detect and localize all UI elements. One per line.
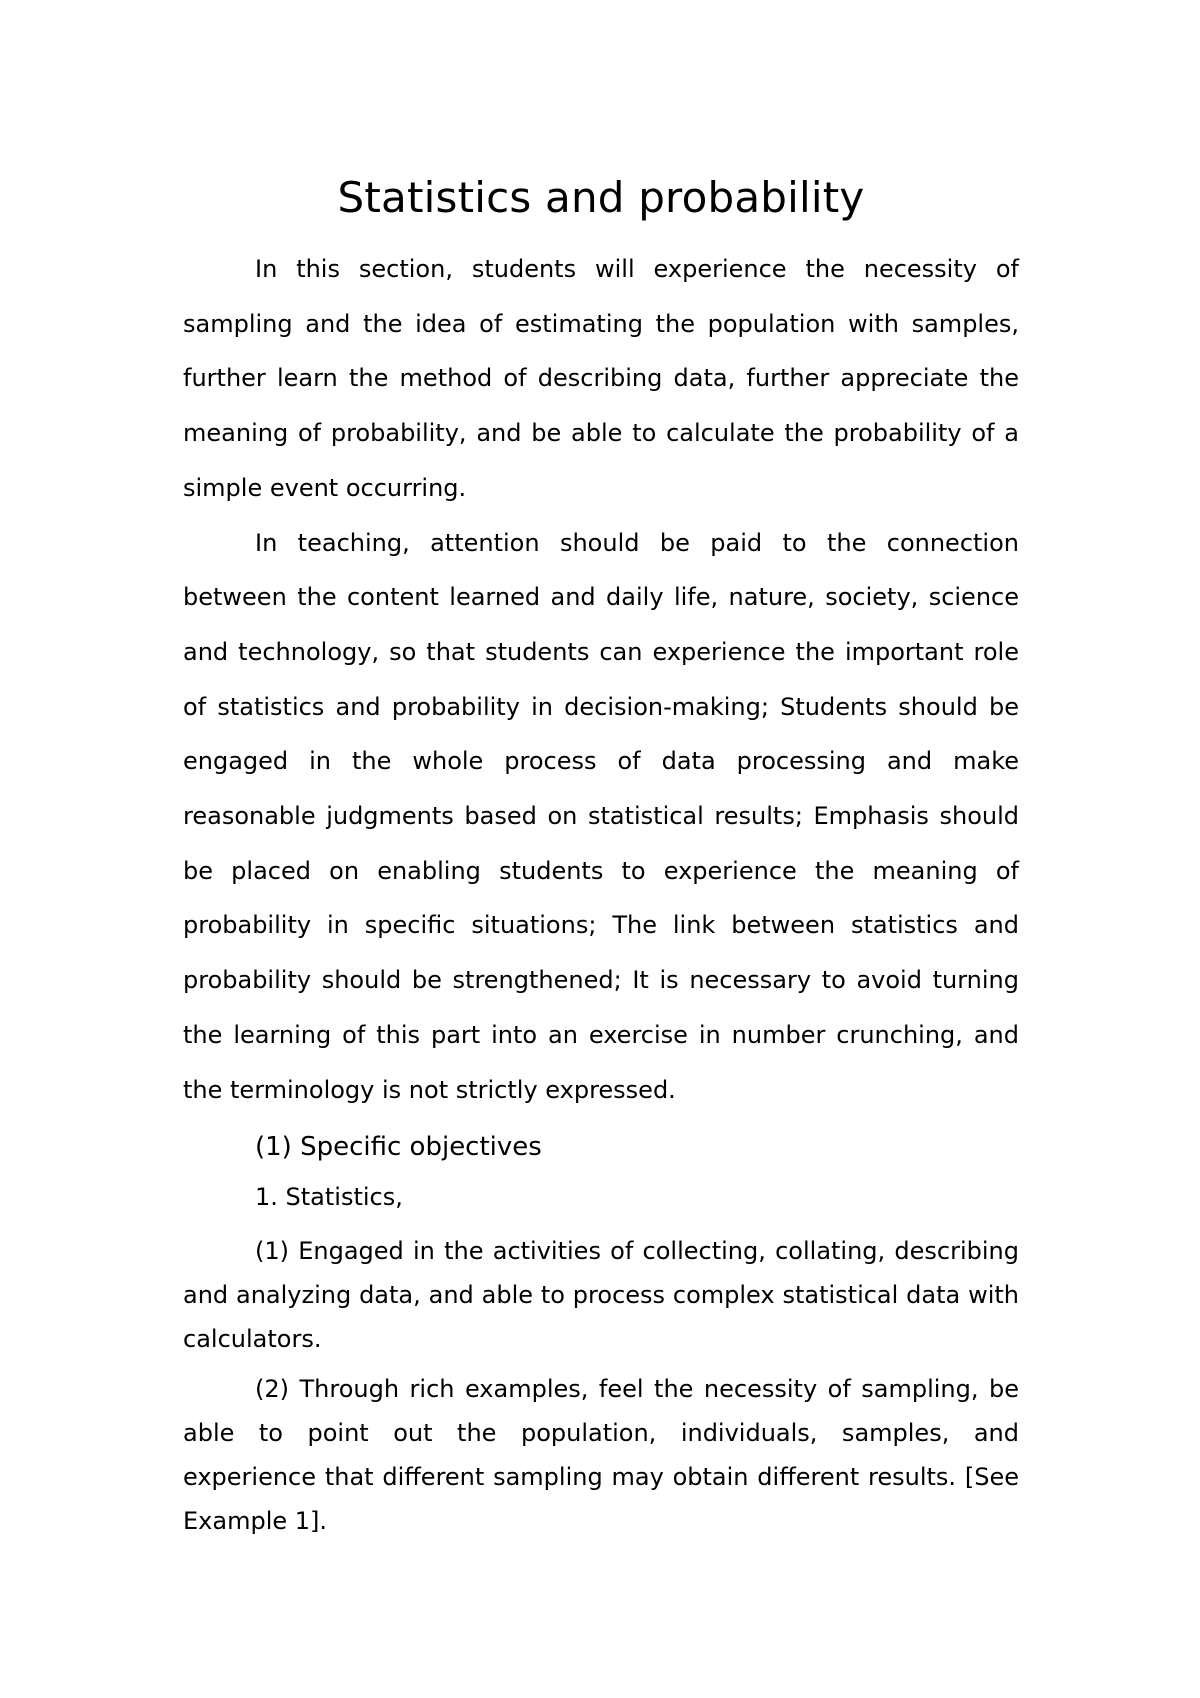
subsection-heading: 1. Statistics,	[255, 1183, 403, 1212]
objective-item: (1) Engaged in the activities of collecting, collating, describing and analyzing data, and able to process complex statistical data with calculators.	[183, 1237, 1019, 1354]
objective-item: (2) Through rich examples, feel the necessity of sampling, be able to point out the population, individuals, samples, and experience that different sampling may obtain different results. [See Example 1].	[183, 1375, 1019, 1536]
intro-paragraph: In this section, students will experience the necessity of sampling and the idea of estimating the population with samples, further learn the method of describing data, further appreciate the meaning of probability, and be able to calculate the probability of a simple event occurring.	[183, 255, 1019, 502]
section-heading: (1) Specific objectives	[255, 1132, 542, 1163]
document-title: Statistics and probability	[337, 173, 865, 222]
teaching-paragraph: In teaching, attention should be paid to the connection between the content learned and daily life, nature, society, science and technology, so that students can experience the important role of statistics and probability in decision-making; Students should be engaged in the whole process of data processing and make reasonable judgments based on statistical results; Emphasis should be placed on enabling students to experience the meaning of probability in specific situations; The link between statistics and probability should be strengthened; It is necessary to avoid turning the learning of this part into an exercise in number crunching, and the terminology is not strictly expressed.	[183, 528, 1019, 1104]
document-body	[183, 168, 1019, 1543]
